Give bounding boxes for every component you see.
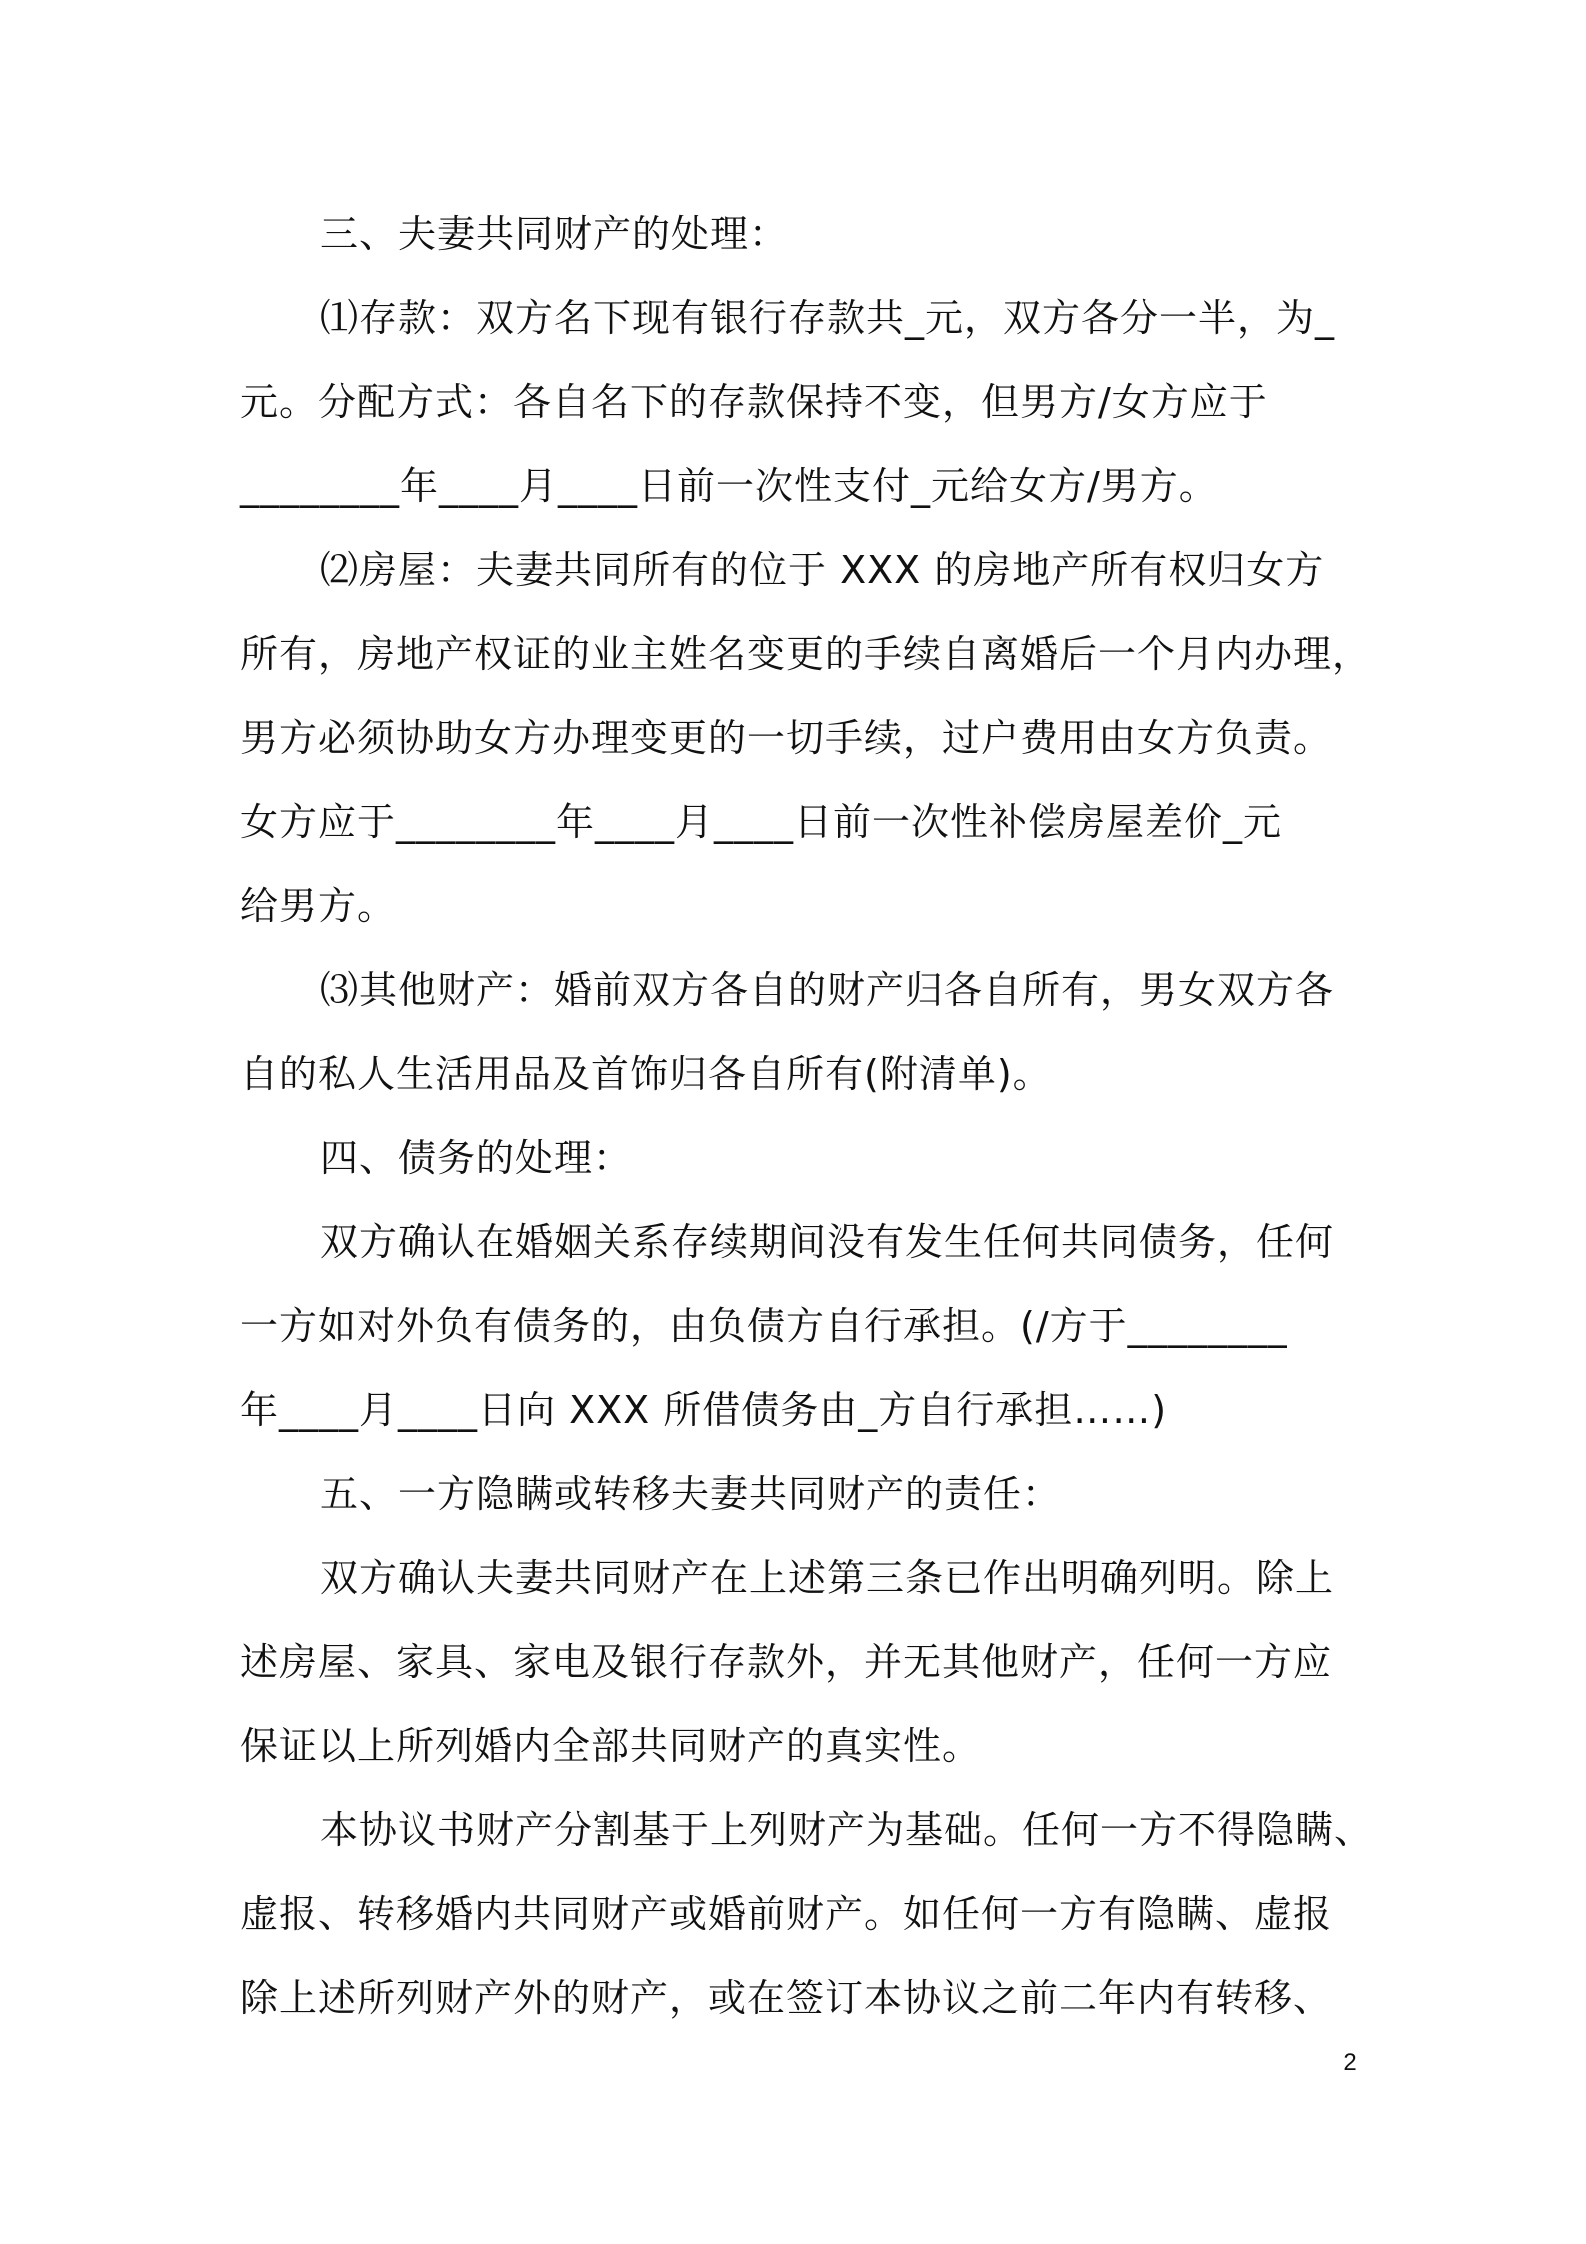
paragraph-line: 双方确认在婚姻关系存续期间没有发生任何共同债务，任何	[320, 1220, 1335, 1264]
paragraph-line: 除上述所列财产外的财产，或在签订本协议之前二年内有转移、	[240, 1976, 1333, 2020]
document-body	[240, 192, 1374, 2040]
paragraph-line: 自的私人生活用品及首饰归各自所有(附清单)。	[240, 1052, 1052, 1096]
section-heading-joint-property: 三、夫妻共同财产的处理：	[320, 212, 789, 256]
paragraph-line: 本协议书财产分割基于上列财产为基础。任何一方不得隐瞒、	[320, 1808, 1374, 1852]
paragraph-line: 保证以上所列婚内全部共同财产的真实性。	[240, 1724, 982, 1768]
page-number: 2	[1343, 2049, 1357, 2076]
paragraph-line: 双方确认夫妻共同财产在上述第三条已作出明确列明。除上	[320, 1556, 1335, 1600]
paragraph-line: 女方应于________年____月____日前一次性补偿房屋差价_元	[240, 800, 1283, 844]
paragraph-line: 男方必须协助女方办理变更的一切手续，过户费用由女方负责。	[240, 716, 1333, 760]
paragraph-line: 虚报、转移婚内共同财产或婚前财产。如任何一方有隐瞒、虚报	[240, 1892, 1333, 1936]
paragraph-line: ⑴存款：双方名下现有银行存款共_元，双方各分一半，为_	[320, 296, 1336, 340]
paragraph-line: 给男方。	[240, 884, 397, 928]
paragraph-line: ⑶其他财产：婚前双方各自的财产归各自所有，男女双方各	[320, 968, 1335, 1012]
paragraph-line: ⑵房屋：夫妻共同所有的位于 XXX 的房地产所有权归女方	[320, 548, 1325, 592]
section-heading-debts: 四、债务的处理：	[320, 1136, 633, 1180]
paragraph-line: 一方如对外负有债务的，由负债方自行承担。(/方于________	[240, 1304, 1288, 1348]
paragraph-line: ________年____月____日前一次性支付_元给女方/男方。	[240, 464, 1218, 508]
paragraph-line: 所有，房地产权证的业主姓名变更的手续自离婚后一个月内办理，	[240, 632, 1372, 676]
paragraph-line: 述房屋、家具、家电及银行存款外，并无其他财产，任何一方应	[240, 1640, 1333, 1684]
paragraph-line: 年____月____日向 XXX 所借债务由_方自行承担……)	[240, 1388, 1168, 1432]
section-heading-concealment: 五、一方隐瞒或转移夫妻共同财产的责任：	[320, 1472, 1062, 1516]
paragraph-line: 元。分配方式：各自名下的存款保持不变，但男方/女方应于	[240, 380, 1268, 424]
